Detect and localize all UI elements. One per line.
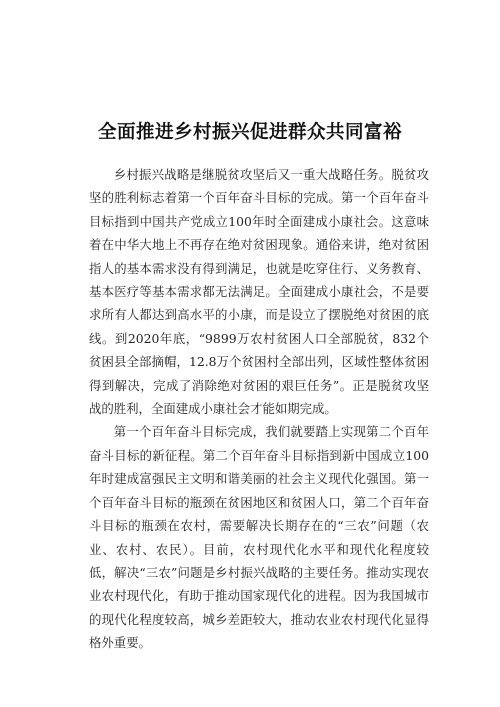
document-title: 全面推进乡村振兴促进群众共同富裕 [97,122,402,143]
paragraph-2: 第一个百年奋斗目标完成，我们就要踏上实现第二个百年奋斗目标的新征程。第二个百年奋斗目标指到新中国成立100年时建成富强民主文明和谐美丽的社会主义现代化强国。第一个百年奋斗目标的瓶颈在贫困地区和贫困人口，第二个百年奋斗目标的瓶颈在农村，需要解决长期存在的“三农”问题（农业、农村、农民）。目前，农村现代化水平和现代化程度较低，解决“三农”问题是乡村振兴战略的主要任务。推动实现农业农村现代化，有助于推动国家现代化的进程。因为我国城市的现代化程度较高，城乡差距较大，推动农业农村现代化显得格外重要。 [89,424,429,651]
paragraph-1: 乡村振兴战略是继脱贫攻坚后又一重大战略任务。脱贫攻坚的胜利标志着第一个百年奋斗目标的完成。第一个百年奋斗目标指到中国共产党成立100年时全面建成小康社会。这意味着在中华大地上不再存在绝对贫困现象。通俗来讲，绝对贫困指人的基本需求没有得到满足，也就是吃穿住行、义务教育、基本医疗等基本需求都无法满足。全面建成小康社会，不是要求所有人都达到高水平的小康，而是设立了摆脱绝对贫困的底线。到2020年底，“9899万农村贫困人口全部脱贫，832个贫困县全部摘帽，12.8万个贫困村全部出列，区域性整体贫困得到解决，完成了消除绝对贫困的艰巨任务”。正是脱贫攻坚战的胜利，全面建成小康社会才能如期完成。 [89,167,429,417]
document-body [89,163,429,655]
